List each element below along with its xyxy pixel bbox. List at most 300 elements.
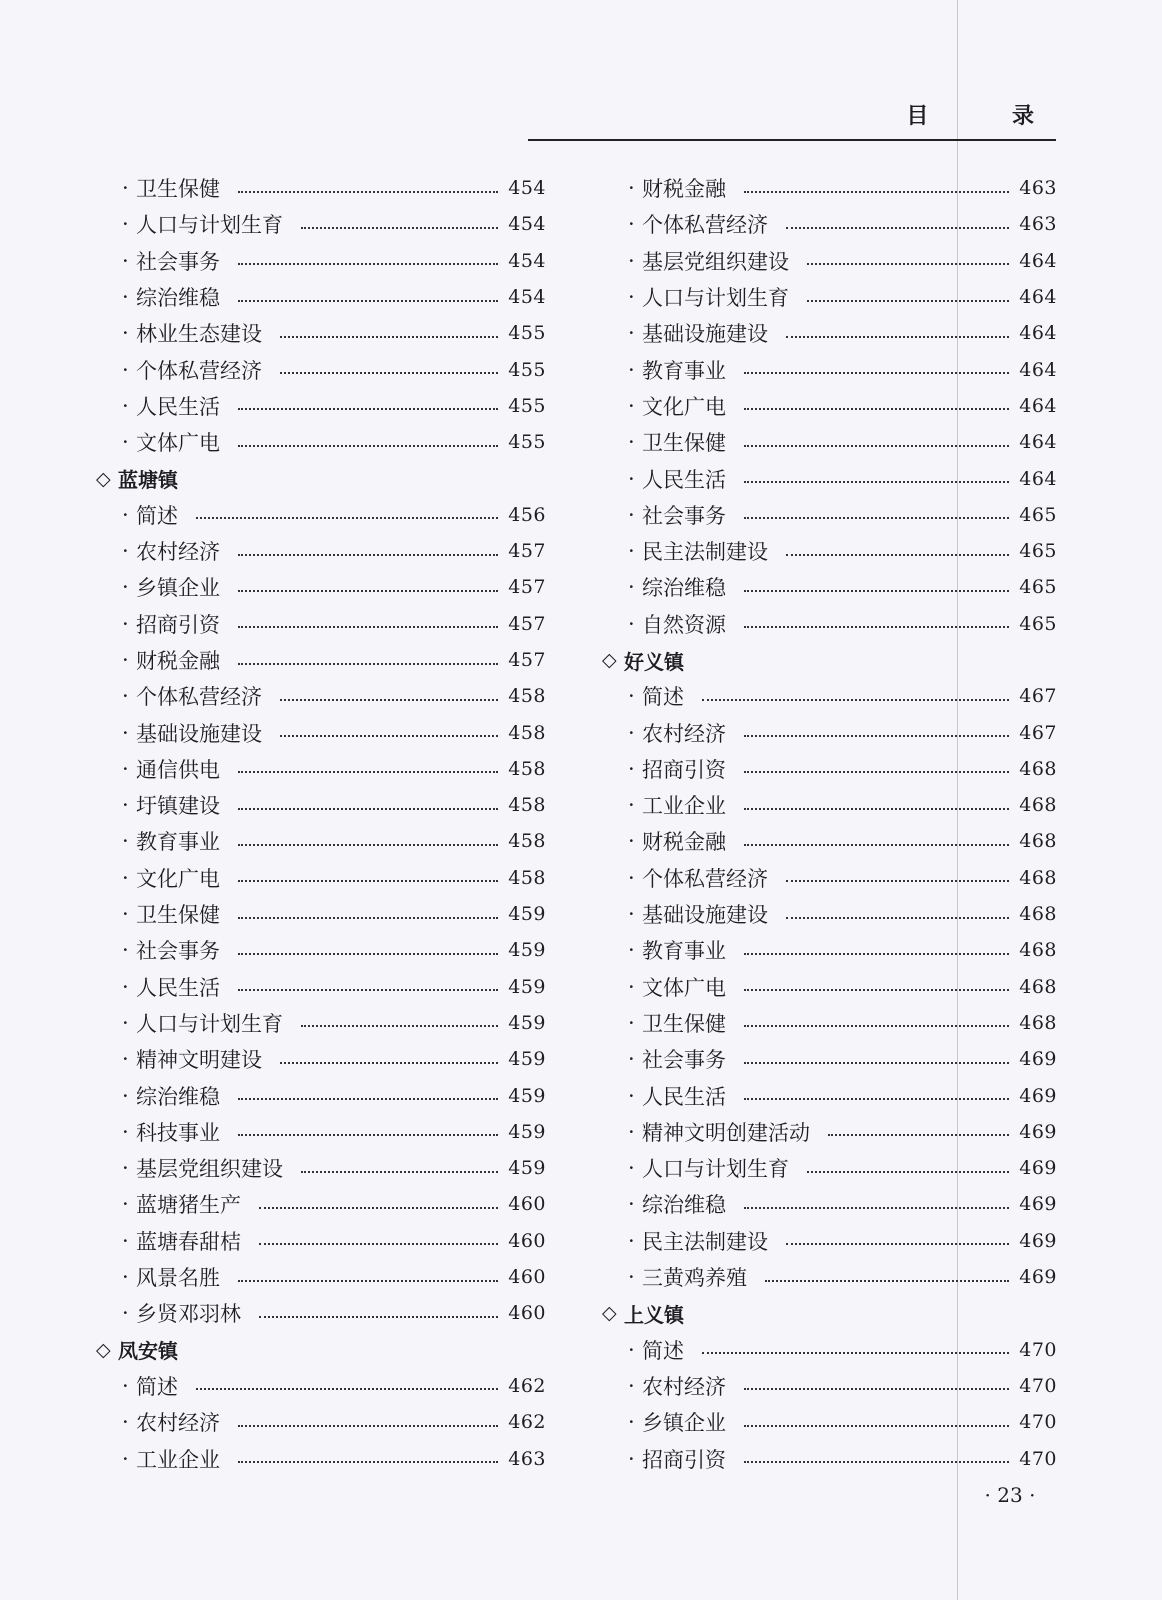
toc-entry [602, 606, 1057, 642]
bullet-dot-icon: · [122, 938, 129, 963]
entry-page-number: 455 [508, 431, 546, 454]
entry-page-number: 457 [508, 576, 546, 599]
entry-page-number: 470 [1019, 1338, 1057, 1361]
entry-page-number: 465 [1019, 503, 1057, 526]
entry-page-number: 460 [508, 1193, 546, 1216]
entry-page-number: 465 [1019, 576, 1057, 599]
entry-page-number: 459 [508, 939, 546, 962]
entry-page-number: 457 [508, 612, 546, 635]
entry-label: 文体广电 [642, 975, 726, 1000]
entry-label: 农村经济 [136, 540, 220, 565]
entry-page-number: 460 [508, 1229, 546, 1252]
bullet-dot-icon: · [122, 611, 129, 636]
toc-entry [602, 860, 1057, 896]
entry-page-number: 469 [1019, 1084, 1057, 1107]
toc-entry [602, 1077, 1057, 1113]
toc-entry [602, 1041, 1057, 1077]
entry-page-number: 469 [1019, 1266, 1057, 1289]
bullet-dot-icon: · [122, 321, 129, 346]
bullet-dot-icon: · [628, 793, 635, 818]
toc-entry [96, 243, 546, 279]
entry-page-number: 459 [508, 1084, 546, 1107]
bullet-dot-icon: · [122, 1010, 129, 1035]
entry-page-number: 454 [508, 213, 546, 236]
dot-leader [744, 952, 1009, 955]
dot-leader [786, 1242, 1009, 1245]
bullet-dot-icon: · [122, 1228, 129, 1253]
entry-label: 圩镇建设 [136, 794, 220, 819]
toc-entry [96, 1077, 546, 1113]
entry-label: 民主法制建设 [642, 540, 768, 565]
entry-page-number: 469 [1019, 1048, 1057, 1071]
entry-page-number: 463 [1019, 177, 1057, 200]
entry-label: 三黄鸡养殖 [642, 1266, 747, 1291]
entry-label: 社会事务 [642, 503, 726, 528]
toc-entry [602, 569, 1057, 605]
bullet-dot-icon: · [122, 756, 129, 781]
diamond-icon: ◇ [96, 1338, 111, 1361]
entry-label: 个体私营经济 [642, 866, 768, 891]
bullet-dot-icon: · [628, 393, 635, 418]
dot-leader [765, 1279, 1009, 1282]
entry-label: 民主法制建设 [642, 1229, 768, 1254]
bullet-dot-icon: · [628, 212, 635, 237]
dot-leader [744, 770, 1009, 773]
entry-label: 林业生态建设 [136, 322, 262, 347]
toc-entry [96, 424, 546, 460]
bullet-dot-icon: · [122, 1410, 129, 1435]
dot-leader [238, 190, 498, 193]
toc-entry [96, 351, 546, 387]
toc-entry [602, 678, 1057, 714]
toc-entry [96, 1150, 546, 1186]
dot-leader [786, 916, 1009, 919]
dot-leader [744, 1460, 1009, 1463]
dot-leader [238, 553, 498, 556]
toc-entry [602, 969, 1057, 1005]
entry-label: 基础设施建设 [642, 322, 768, 347]
entry-label: 社会事务 [136, 939, 220, 964]
dot-leader [744, 988, 1009, 991]
entry-label: 农村经济 [642, 721, 726, 746]
toc-entry [96, 1440, 546, 1476]
dot-leader [238, 1097, 498, 1100]
dot-leader [238, 879, 498, 882]
dot-leader [238, 988, 498, 991]
dot-leader [280, 734, 498, 737]
entry-page-number: 458 [508, 794, 546, 817]
toc-entry [96, 751, 546, 787]
entry-page-number: 468 [1019, 794, 1057, 817]
entry-label: 教育事业 [642, 358, 726, 383]
entry-label: 文体广电 [136, 431, 220, 456]
dot-leader [786, 226, 1009, 229]
toc-entry [602, 1005, 1057, 1041]
toc-entry [602, 206, 1057, 242]
dot-leader [238, 625, 498, 628]
toc-entry [96, 896, 546, 932]
entry-label: 卫生保健 [642, 1011, 726, 1036]
bullet-dot-icon: · [628, 1265, 635, 1290]
entry-label: 人口与计划生育 [136, 213, 283, 238]
section-label: 上义镇 [624, 1302, 684, 1327]
dot-leader [744, 516, 1009, 519]
entry-page-number: 455 [508, 358, 546, 381]
toc-section-heading [96, 1332, 546, 1368]
bullet-dot-icon: · [628, 430, 635, 455]
bullet-dot-icon: · [628, 357, 635, 382]
bullet-dot-icon: · [122, 285, 129, 310]
bullet-dot-icon: · [122, 1047, 129, 1072]
bullet-dot-icon: · [628, 1156, 635, 1181]
entry-label: 综治维稳 [642, 1193, 726, 1218]
entry-page-number: 468 [1019, 903, 1057, 926]
entry-label: 财税金融 [136, 649, 220, 673]
entry-label: 综治维稳 [642, 576, 726, 601]
entry-page-number: 469 [1019, 1193, 1057, 1216]
bullet-dot-icon: · [628, 1373, 635, 1398]
toc-entry [602, 1223, 1057, 1259]
entry-label: 综治维稳 [136, 286, 220, 311]
bullet-dot-icon: · [628, 1228, 635, 1253]
toc-entry [602, 932, 1057, 968]
bullet-dot-icon: · [122, 575, 129, 600]
toc-entry [602, 351, 1057, 387]
toc-entry [602, 1332, 1057, 1368]
toc-entry [96, 969, 546, 1005]
toc-entry [96, 1223, 546, 1259]
entry-label: 卫生保健 [642, 431, 726, 456]
entry-page-number: 459 [508, 1011, 546, 1034]
toc-entry [602, 1186, 1057, 1222]
toc-entry [96, 714, 546, 750]
dot-leader [280, 698, 498, 701]
toc-entry [602, 714, 1057, 750]
toc-entry [96, 1041, 546, 1077]
entry-page-number: 470 [1019, 1411, 1057, 1434]
entry-page-number: 458 [508, 830, 546, 853]
bullet-dot-icon: · [628, 539, 635, 564]
bullet-dot-icon: · [122, 1156, 129, 1181]
dot-leader [301, 1024, 498, 1027]
bullet-dot-icon: · [122, 1265, 129, 1290]
entry-label: 基础设施建设 [642, 903, 768, 928]
bullet-dot-icon: · [628, 1047, 635, 1072]
entry-page-number: 469 [1019, 1229, 1057, 1252]
toc-entry [602, 1368, 1057, 1404]
entry-label: 精神文明建设 [136, 1048, 262, 1073]
page-number: · 23 · [984, 1483, 1036, 1507]
entry-page-number: 464 [1019, 358, 1057, 381]
dot-leader [280, 371, 498, 374]
entry-label: 农村经济 [642, 1374, 726, 1399]
entry-page-number: 465 [1019, 612, 1057, 635]
dot-leader [744, 1061, 1009, 1064]
toc-entry [96, 932, 546, 968]
entry-page-number: 468 [1019, 975, 1057, 998]
bullet-dot-icon: · [628, 176, 635, 201]
bullet-dot-icon: · [122, 1083, 129, 1108]
dot-leader [744, 1206, 1009, 1209]
bullet-dot-icon: · [122, 902, 129, 927]
dot-leader [807, 262, 1009, 265]
dot-leader [238, 407, 498, 410]
entry-page-number: 457 [508, 649, 546, 671]
dot-leader [238, 843, 498, 846]
entry-label: 农村经济 [136, 1411, 220, 1436]
dot-leader [744, 734, 1009, 737]
entry-page-number: 464 [1019, 431, 1057, 454]
toc-entry [602, 533, 1057, 569]
toc-entry [96, 606, 546, 642]
bullet-dot-icon: · [628, 575, 635, 600]
dot-leader [238, 299, 498, 302]
entry-label: 蓝塘春甜桔 [136, 1229, 241, 1254]
entry-page-number: 464 [1019, 394, 1057, 417]
bullet-dot-icon: · [122, 357, 129, 382]
entry-page-number: 455 [508, 322, 546, 345]
entry-page-number: 459 [508, 1048, 546, 1071]
toc-entry [96, 569, 546, 605]
entry-label: 教育事业 [642, 939, 726, 964]
dot-leader [744, 625, 1009, 628]
bullet-dot-icon: · [122, 212, 129, 237]
toc-entry [602, 279, 1057, 315]
bullet-dot-icon: · [628, 1446, 635, 1471]
bullet-dot-icon: · [122, 720, 129, 745]
entry-page-number: 467 [1019, 721, 1057, 744]
diamond-icon: ◇ [602, 1302, 617, 1325]
entry-label: 社会事务 [136, 249, 220, 274]
entry-page-number: 464 [1019, 467, 1057, 490]
toc-section-heading [96, 460, 546, 496]
entry-page-number: 458 [508, 721, 546, 744]
dot-leader [301, 226, 498, 229]
bullet-dot-icon: · [628, 829, 635, 854]
entry-label: 通信供电 [136, 757, 220, 782]
entry-page-number: 468 [1019, 757, 1057, 780]
entry-label: 基层党组织建设 [136, 1157, 283, 1182]
dot-leader [786, 553, 1009, 556]
dot-leader [786, 335, 1009, 338]
bullet-dot-icon: · [628, 1337, 635, 1362]
entry-page-number: 462 [508, 1374, 546, 1397]
entry-label: 卫生保健 [136, 903, 220, 928]
dot-leader [238, 589, 498, 592]
toc-entry [96, 170, 546, 206]
entry-label: 综治维稳 [136, 1084, 220, 1109]
toc-entry [602, 896, 1057, 932]
entry-label: 风景名胜 [136, 1266, 220, 1291]
entry-label: 个体私营经济 [642, 213, 768, 238]
dot-leader [196, 1387, 498, 1390]
entry-page-number: 462 [508, 1411, 546, 1434]
toc-entry [96, 206, 546, 242]
dot-leader [238, 916, 498, 919]
bullet-dot-icon: · [628, 684, 635, 709]
toc-entry [96, 1368, 546, 1404]
entry-label: 财税金融 [642, 177, 726, 202]
entry-label: 人口与计划生育 [642, 1157, 789, 1182]
entry-page-number: 468 [1019, 830, 1057, 853]
dot-leader [238, 1460, 498, 1463]
bullet-dot-icon: · [628, 938, 635, 963]
dot-leader [280, 335, 498, 338]
toc-entry [602, 823, 1057, 859]
bullet-dot-icon: · [628, 974, 635, 999]
entry-page-number: 458 [508, 685, 546, 708]
toc-entry [602, 388, 1057, 424]
dot-leader [744, 407, 1009, 410]
header-rule [528, 139, 1056, 141]
bullet-dot-icon: · [122, 1446, 129, 1471]
entry-label: 招商引资 [642, 1447, 726, 1472]
toc-entry [96, 1259, 546, 1295]
toc-entry [96, 533, 546, 569]
bullet-dot-icon: · [628, 502, 635, 527]
toc-section-heading [602, 642, 1057, 678]
entry-page-number: 469 [1019, 1120, 1057, 1143]
bullet-dot-icon: · [628, 756, 635, 781]
entry-label: 财税金融 [642, 830, 726, 855]
dot-leader [702, 698, 1009, 701]
entry-page-number: 454 [508, 249, 546, 272]
bullet-dot-icon: · [122, 974, 129, 999]
toc-entry [602, 1404, 1057, 1440]
toc-entry [96, 787, 546, 823]
entry-label: 卫生保健 [136, 177, 220, 202]
entry-label: 人民生活 [136, 394, 220, 419]
section-label: 好义镇 [624, 649, 684, 674]
bullet-dot-icon: · [122, 684, 129, 709]
entry-page-number: 460 [508, 1302, 546, 1325]
entry-page-number: 459 [508, 903, 546, 926]
entry-page-number: 454 [508, 286, 546, 309]
section-label: 凤安镇 [118, 1339, 178, 1364]
dot-leader [744, 589, 1009, 592]
entry-page-number: 470 [1019, 1374, 1057, 1397]
toc-entry [602, 787, 1057, 823]
toc-entry [602, 243, 1057, 279]
bullet-dot-icon: · [122, 539, 129, 564]
entry-page-number: 458 [508, 757, 546, 780]
entry-label: 简述 [642, 685, 684, 710]
toc-entry [602, 315, 1057, 351]
entry-label: 简述 [136, 503, 178, 528]
entry-label: 个体私营经济 [136, 685, 262, 710]
bullet-dot-icon: · [122, 248, 129, 273]
bullet-dot-icon: · [122, 865, 129, 890]
entry-page-number: 469 [1019, 1157, 1057, 1180]
bullet-dot-icon: · [628, 321, 635, 346]
dot-leader [744, 480, 1009, 483]
entry-page-number: 463 [1019, 213, 1057, 236]
entry-label: 精神文明创建活动 [642, 1120, 810, 1145]
bullet-dot-icon: · [628, 466, 635, 491]
toc-entry [96, 1295, 546, 1331]
entry-label: 人口与计划生育 [136, 1011, 283, 1036]
entry-page-number: 464 [1019, 249, 1057, 272]
entry-label: 个体私营经济 [136, 358, 262, 383]
entry-page-number: 456 [508, 503, 546, 526]
toc-entry [96, 860, 546, 896]
entry-page-number: 458 [508, 866, 546, 889]
bullet-dot-icon: · [628, 1119, 635, 1144]
bullet-dot-icon: · [628, 865, 635, 890]
bullet-dot-icon: · [628, 902, 635, 927]
bullet-dot-icon: · [122, 1373, 129, 1398]
dot-leader [702, 1351, 1009, 1354]
dot-leader [301, 1170, 498, 1173]
entry-label: 人民生活 [642, 1084, 726, 1109]
entry-label: 招商引资 [642, 757, 726, 782]
page-title: 目 录 [906, 104, 1072, 129]
entry-label: 自然资源 [642, 612, 726, 637]
diamond-icon: ◇ [96, 467, 111, 490]
bullet-dot-icon: · [628, 720, 635, 745]
entry-page-number: 468 [1019, 939, 1057, 962]
toc-left-column [96, 170, 546, 1477]
dot-leader [238, 262, 498, 265]
entry-page-number: 457 [508, 540, 546, 563]
dot-leader [744, 843, 1009, 846]
entry-label: 乡贤邓羽林 [136, 1302, 241, 1327]
entry-label: 乡镇企业 [136, 576, 220, 601]
dot-leader [744, 1097, 1009, 1100]
dot-leader [259, 1315, 498, 1318]
bullet-dot-icon: · [122, 793, 129, 818]
bullet-dot-icon: · [122, 430, 129, 455]
toc-entry [602, 497, 1057, 533]
dot-leader [744, 444, 1009, 447]
bullet-dot-icon: · [628, 1083, 635, 1108]
entry-page-number: 459 [508, 975, 546, 998]
entry-label: 蓝塘猪生产 [136, 1193, 241, 1218]
toc-entry [96, 1186, 546, 1222]
bullet-dot-icon: · [122, 1301, 129, 1326]
entry-label: 简述 [642, 1338, 684, 1363]
section-label: 蓝塘镇 [118, 468, 178, 493]
entry-page-number: 460 [508, 1266, 546, 1289]
entry-page-number: 454 [508, 177, 546, 200]
bullet-dot-icon: · [122, 393, 129, 418]
dot-leader [238, 662, 498, 665]
dot-leader [744, 190, 1009, 193]
dot-leader [238, 1133, 498, 1136]
entry-label: 基层党组织建设 [642, 249, 789, 274]
toc-entry [96, 642, 546, 678]
entry-label: 简述 [136, 1374, 178, 1399]
bullet-dot-icon: · [122, 502, 129, 527]
entry-page-number: 459 [508, 1120, 546, 1143]
dot-leader [744, 371, 1009, 374]
bullet-dot-icon: · [628, 248, 635, 273]
toc-entry [96, 497, 546, 533]
entry-label: 人民生活 [136, 975, 220, 1000]
toc-entry [96, 388, 546, 424]
dot-leader [238, 952, 498, 955]
toc-entry [602, 1259, 1057, 1295]
toc-entry [602, 1114, 1057, 1150]
entry-label: 教育事业 [136, 830, 220, 855]
entry-page-number: 464 [1019, 322, 1057, 345]
entry-label: 社会事务 [642, 1048, 726, 1073]
entry-label: 招商引资 [136, 612, 220, 637]
entry-label: 工业企业 [642, 794, 726, 819]
dot-leader [828, 1133, 1009, 1136]
entry-page-number: 465 [1019, 540, 1057, 563]
dot-leader [786, 879, 1009, 882]
